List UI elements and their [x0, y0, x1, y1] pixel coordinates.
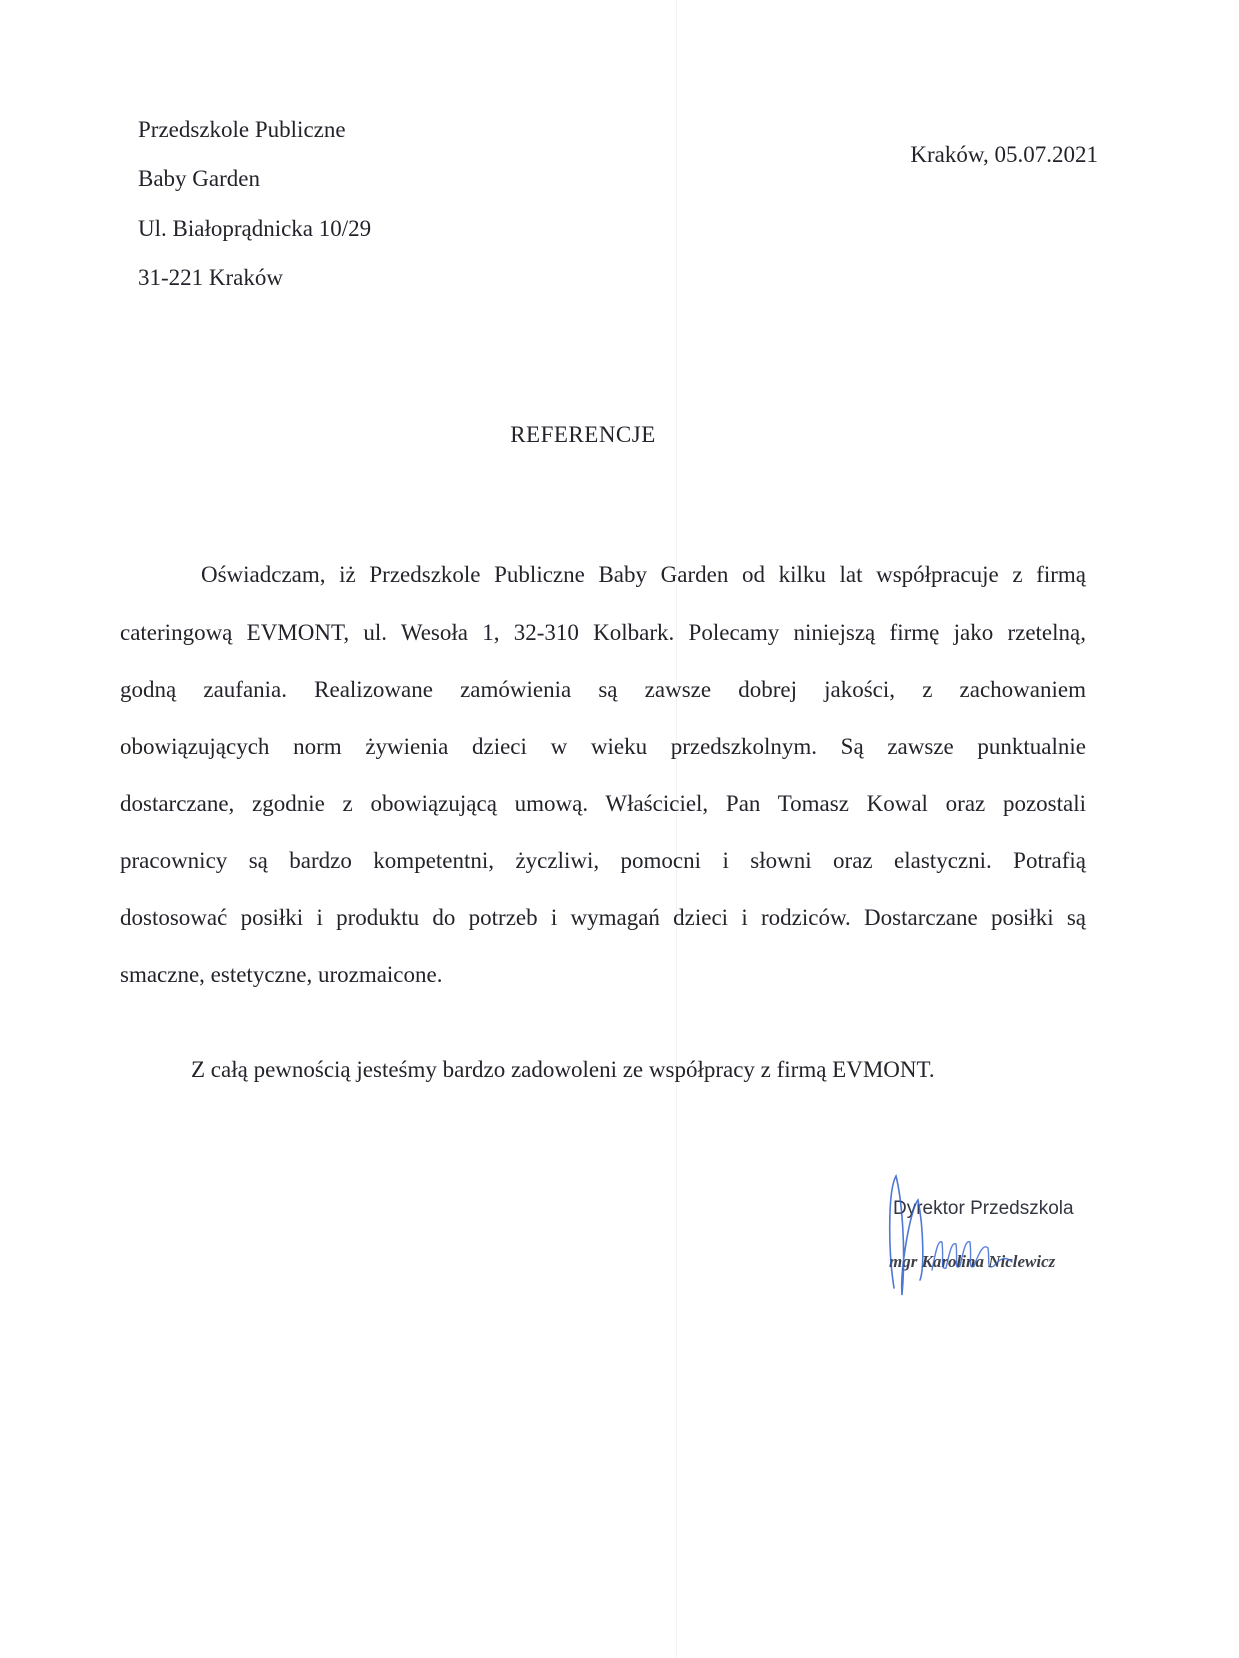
scan-fold-line — [676, 0, 677, 1658]
handwritten-signature — [880, 1170, 1080, 1310]
body-line: obowiązujących norm żywienia dzieci w wieku przedszkolnym. Są zawsze punktualnie — [120, 734, 1086, 759]
signatory-name: mgr Karolina Niclewicz — [889, 1252, 1056, 1271]
closing-sentence: Z całą pewnością jesteśmy bardzo zadowoleni ze współpracy z firmą EVMONT. — [191, 1057, 935, 1082]
sender-postal-city: 31-221 Kraków — [138, 265, 283, 290]
sender-street: Ul. Białoprądnicka 10/29 — [138, 216, 372, 241]
body-line: godną zaufania. Realizowane zamówienia są zawsze dobrej jakości, z zachowaniem — [120, 677, 1086, 702]
body-line: pracownicy są bardzo kompetentni, życzliwi, pomocni i słowni oraz elastyczni. Potrafią — [120, 848, 1086, 873]
letter-title: REFERENCJE — [510, 422, 656, 447]
signatory-title: Dyrektor Przedszkola — [893, 1198, 1074, 1219]
sender-name-line1: Przedszkole Publiczne — [138, 117, 346, 142]
letter-date: Kraków, 05.07.2021 — [910, 142, 1098, 167]
body-line: smaczne, estetyczne, urozmaicone. — [120, 962, 443, 987]
body-line: dostosować posiłki i produktu do potrzeb i wymagań dzieci i rodziców. Dostarczane posiłki są — [120, 905, 1086, 930]
sender-name-line2: Baby Garden — [138, 166, 260, 191]
body-line: dostarczane, zgodnie z obowiązującą umową. Właściciel, Pan Tomasz Kowal oraz pozostali — [120, 791, 1086, 816]
body-line: cateringową EVMONT, ul. Wesoła 1, 32-310 Kolbark. Polecamy niniejszą firmę jako rzetelną, — [120, 620, 1086, 645]
body-line: Oświadczam, iż Przedszkole Publiczne Baby Garden od kilku lat współpracuje z firmą — [201, 562, 1086, 587]
